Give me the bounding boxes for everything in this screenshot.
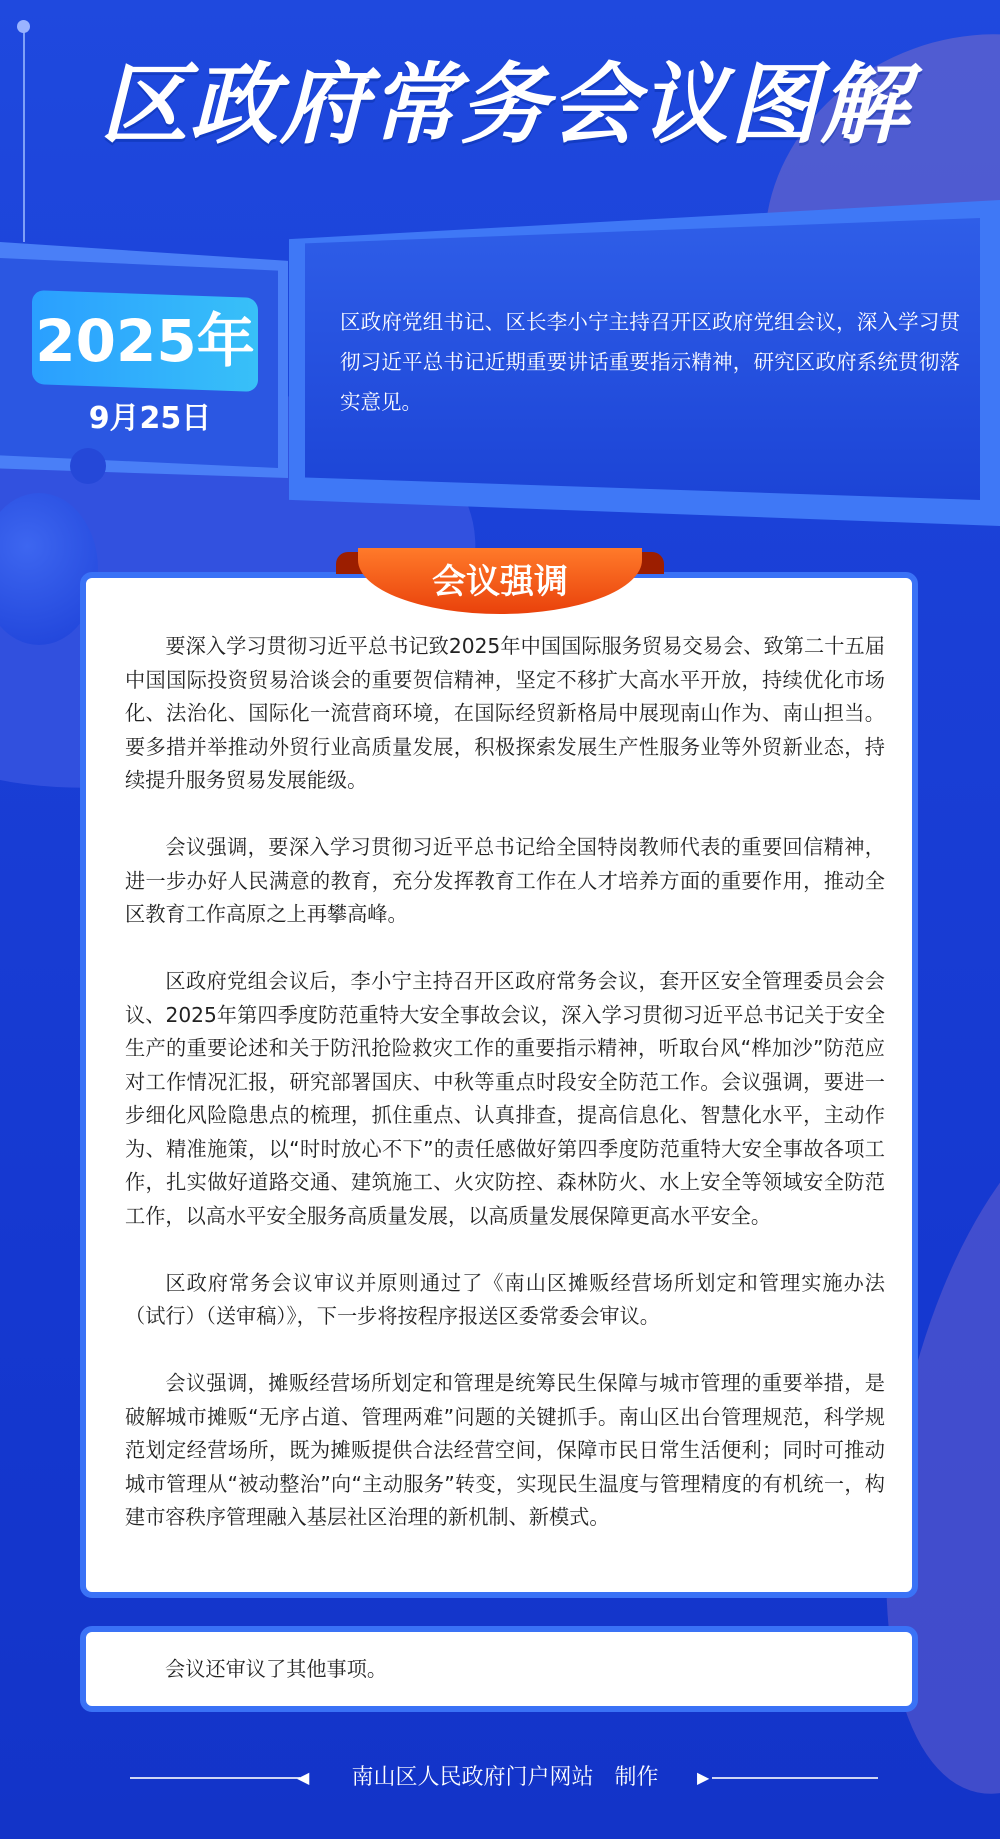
other-items-text: 会议还审议了其他事项。	[165, 1657, 388, 1681]
paragraph: 要深入学习贯彻习近平总书记致2025年中国国际服务贸易交易会、致第二十五届中国国际投资贸易洽谈会的重要贺信精神，坚定不移扩大高水平开放，持续优化市场化、法治化、国际化一流营商环境，在国际经贸新格局中展现南山作为、南山担当。要多措并举推动外贸行业高质量发展，积极探索发展生产性服务业等外贸新业态，持续提升服务贸易发展能级。	[125, 634, 885, 792]
summary-text: 区政府党组书记、区长李小宁主持召开区政府党组会议，深入学习贯彻习近平总书记近期重要讲话重要指示精神，研究区政府系统贯彻落实意见。	[340, 310, 960, 414]
footer-line-left	[130, 1777, 300, 1779]
section-body	[125, 630, 885, 1535]
paragraph: 会议强调，要深入学习贯彻习近平总书记给全国特岗教师代表的重要回信精神，进一步办好人民满意的教育，充分发挥教育工作在人才培养方面的重要作用，推动全区教育工作高原之上再攀高峰。	[125, 835, 885, 926]
paragraph: 区政府常务会议审议并原则通过了《南山区摊贩经营场所划定和管理实施办法（试行）（送审稿）》，下一步将按程序报送区委常委会审议。	[125, 1270, 885, 1328]
footer-line-right	[712, 1777, 878, 1779]
footer-made: 制作	[614, 1765, 659, 1790]
page-title: 区政府常务会议图解	[99, 53, 910, 156]
decor-small-circle	[70, 448, 106, 484]
arrow-right-icon: ▶	[697, 1768, 710, 1787]
footer-credit	[320, 1760, 690, 1796]
decor-dot	[17, 20, 30, 33]
day-label: 9月25日	[88, 401, 212, 436]
paragraph: 会议强调，摊贩经营场所划定和管理是统筹民生保障与城市管理的重要举措，是破解城市摊贩“无序占道、管理两难”问题的关键抓手。南山区出台管理规范，科学规范划定经营场所，既为摊贩提供合法经营空间，保障市民日常生活便利；同时可推动城市管理从“被动整治”向“主动服务”转变，实现民生温度与管理精度的有机统一，构建市容秩序管理融入基层社区治理的新机制、新模式。	[125, 1371, 885, 1529]
paragraph: 区政府党组会议后，李小宁主持召开区政府常务会议，套开区安全管理委员会会议、2025年第四季度防范重特大安全事故会议，深入学习贯彻习近平总书记关于安全生产的重要论述和关于防汛抢险救灾工作的重要指示精神，听取台风“桦加沙”防范应对工作情况汇报，研究部署国庆、中秋等重点时段安全防范工作。会议强调，要进一步细化风险隐患点的梳理，抓住重点、认真排查，提高信息化、智慧化水平，主动作为、精准施策，以“时时放心不下”的责任感做好第四季度防范重特大安全事故各项工作，扎实做好道路交通、建筑施工、火灾防控、森林防火、水上安全等领域安全防范工作，以高水平安全服务高质量发展，以高质量发展保障更高水平安全。	[125, 969, 885, 1228]
footer-source: 南山区人民政府门户网站	[351, 1765, 594, 1790]
section-heading: 会议强调	[432, 562, 568, 602]
year-label: 2025年	[35, 307, 255, 375]
arrow-left-icon: ◀	[297, 1768, 310, 1787]
